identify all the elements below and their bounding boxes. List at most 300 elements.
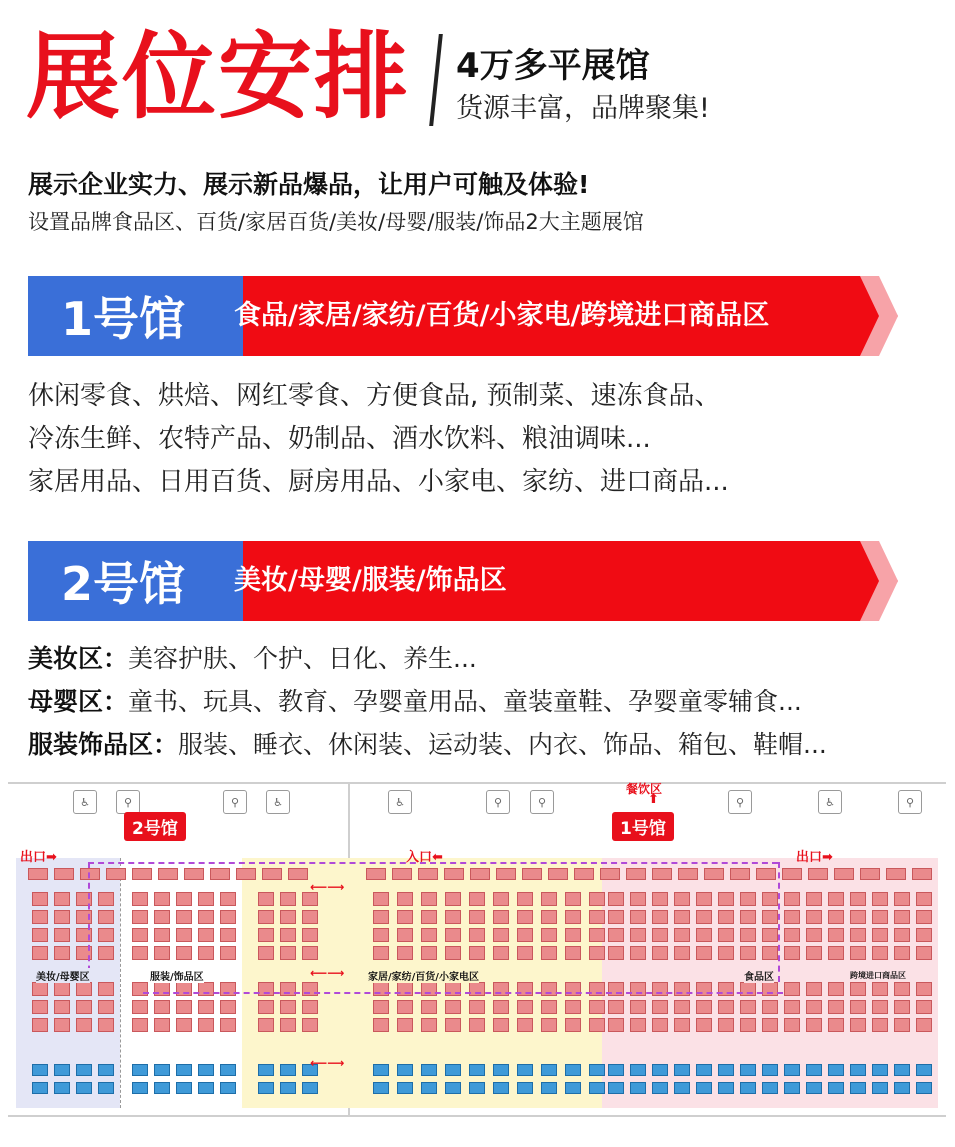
map-booth	[397, 1082, 413, 1094]
map-booth	[600, 868, 620, 880]
map-booth	[872, 1000, 888, 1014]
map-booth	[373, 1082, 389, 1094]
map-booth	[132, 1082, 148, 1094]
map-booth	[565, 1064, 581, 1076]
hall1-line: 休闲零食、烘焙、网红零食、方便食品, 预制菜、速冻食品、	[28, 381, 721, 411]
map-booth	[280, 892, 296, 906]
map-booth	[76, 1064, 92, 1076]
restroom-icon: ⚲	[898, 790, 922, 814]
map-booth	[98, 1018, 114, 1032]
map-booth	[373, 1018, 389, 1032]
map-booth	[630, 892, 646, 906]
map-booth	[718, 928, 734, 942]
visitor-path	[778, 862, 780, 982]
map-booth	[493, 1064, 509, 1076]
map-booth	[176, 910, 192, 924]
map-booth	[850, 946, 866, 960]
map-booth	[98, 946, 114, 960]
zone-label-import: 跨境进口商品区	[850, 971, 906, 980]
map-booth	[496, 868, 516, 880]
restroom-icon: ⚲	[486, 790, 510, 814]
map-booth	[762, 892, 778, 906]
map-booth	[54, 1018, 70, 1032]
map-booth	[872, 892, 888, 906]
map-booth	[850, 892, 866, 906]
map-booth	[589, 1064, 605, 1076]
map-booth	[397, 910, 413, 924]
map-booth	[784, 928, 800, 942]
map-booth	[154, 928, 170, 942]
map-booth	[198, 892, 214, 906]
map-booth	[421, 946, 437, 960]
map-booth	[220, 946, 236, 960]
map-booth	[565, 928, 581, 942]
map-booth	[608, 946, 624, 960]
map-booth	[916, 910, 932, 924]
map-booth	[445, 1064, 461, 1076]
map-booth	[132, 1064, 148, 1076]
map-booth	[132, 910, 148, 924]
map-booth	[54, 928, 70, 942]
map-booth	[28, 868, 48, 880]
hall2-banner	[28, 541, 898, 621]
map-booth	[652, 928, 668, 942]
map-booth	[132, 928, 148, 942]
subtitle-brands: 货源丰富，品牌聚集!	[456, 93, 710, 124]
map-booth	[366, 868, 386, 880]
map-booth	[806, 1000, 822, 1014]
map-booth	[652, 1000, 668, 1014]
map-booth	[784, 1000, 800, 1014]
map-booth	[76, 982, 92, 996]
aisle-arrow-icon: ⟵⟶	[310, 880, 345, 894]
map-booth	[258, 946, 274, 960]
map-booth	[132, 892, 148, 906]
map-booth	[674, 928, 690, 942]
map-booth	[574, 868, 594, 880]
hall2-line-clothing: 服装饰品区：服装、睡衣、休闲装、运动装、内衣、饰品、箱包、鞋帽...	[28, 730, 827, 759]
map-booth	[280, 910, 296, 924]
map-booth	[652, 1082, 668, 1094]
map-booth	[784, 946, 800, 960]
map-booth	[302, 1018, 318, 1032]
map-booth	[806, 1064, 822, 1076]
map-booth	[784, 910, 800, 924]
map-booth	[154, 892, 170, 906]
map-hall1-tag: 1号馆	[612, 812, 674, 841]
map-booth	[445, 946, 461, 960]
map-booth	[608, 1018, 624, 1032]
map-booth	[302, 1000, 318, 1014]
map-booth	[220, 928, 236, 942]
page-title: 展位安排	[26, 22, 411, 132]
hall1-line: 冷冻生鲜、农特产品、奶制品、酒水饮料、粮油调味...	[28, 424, 651, 454]
map-booth	[762, 1064, 778, 1076]
map-booth	[589, 1018, 605, 1032]
map-booth	[808, 868, 828, 880]
map-booth	[626, 868, 646, 880]
map-booth	[806, 892, 822, 906]
header	[0, 0, 955, 150]
map-booth	[397, 946, 413, 960]
map-booth	[718, 1082, 734, 1094]
map-booth	[98, 1064, 114, 1076]
map-booth	[76, 1000, 92, 1014]
hall1-products	[28, 375, 729, 504]
map-booth	[916, 892, 932, 906]
map-booth	[652, 1064, 668, 1076]
map-booth	[872, 910, 888, 924]
map-booth	[373, 892, 389, 906]
map-booth	[469, 910, 485, 924]
map-booth	[258, 1064, 274, 1076]
map-booth	[894, 928, 910, 942]
map-booth	[674, 946, 690, 960]
map-booth	[894, 982, 910, 996]
map-booth	[302, 928, 318, 942]
map-booth	[373, 1000, 389, 1014]
map-booth	[54, 1064, 70, 1076]
map-booth	[872, 1082, 888, 1094]
map-booth	[493, 910, 509, 924]
map-booth	[916, 982, 932, 996]
map-booth	[740, 910, 756, 924]
map-booth	[678, 868, 698, 880]
map-booth	[54, 946, 70, 960]
map-booth	[696, 1064, 712, 1076]
subtitle-area: 4万多平展馆	[456, 46, 650, 86]
map-booth	[886, 868, 906, 880]
map-booth	[784, 1018, 800, 1032]
map-booth	[373, 910, 389, 924]
map-booth	[696, 1018, 712, 1032]
map-booth	[493, 928, 509, 942]
map-booth	[541, 910, 557, 924]
map-booth	[258, 1018, 274, 1032]
map-booth	[806, 910, 822, 924]
map-booth	[421, 892, 437, 906]
map-booth	[541, 928, 557, 942]
map-booth	[762, 946, 778, 960]
map-booth	[158, 868, 178, 880]
map-booth	[132, 946, 148, 960]
map-booth	[493, 892, 509, 906]
restroom-icon: ♿	[266, 790, 290, 814]
map-booth	[916, 1000, 932, 1014]
map-booth	[220, 1064, 236, 1076]
map-booth	[850, 1000, 866, 1014]
map-booth	[154, 946, 170, 960]
map-booth	[421, 910, 437, 924]
visitor-path	[143, 992, 783, 994]
map-booth	[652, 910, 668, 924]
map-booth	[608, 1082, 624, 1094]
map-booth	[674, 1018, 690, 1032]
map-booth	[176, 1064, 192, 1076]
map-booth	[630, 1064, 646, 1076]
map-booth	[469, 1082, 485, 1094]
map-booth	[828, 946, 844, 960]
map-booth	[730, 868, 750, 880]
map-booth	[220, 1018, 236, 1032]
map-booth	[54, 1000, 70, 1014]
map-booth	[850, 1064, 866, 1076]
restroom-icon: ♿	[818, 790, 842, 814]
map-booth	[198, 1000, 214, 1014]
map-booth	[850, 928, 866, 942]
map-booth	[784, 982, 800, 996]
map-booth	[76, 1018, 92, 1032]
map-booth	[674, 892, 690, 906]
hall1-line: 家居用品、日用百货、厨房用品、小家电、家纺、进口商品...	[28, 467, 729, 497]
map-booth	[916, 1018, 932, 1032]
map-booth	[782, 868, 802, 880]
map-booth	[718, 946, 734, 960]
map-booth	[696, 928, 712, 942]
map-booth	[828, 1000, 844, 1014]
map-booth	[740, 1018, 756, 1032]
map-booth	[280, 1018, 296, 1032]
map-booth	[176, 1000, 192, 1014]
map-booth	[860, 868, 880, 880]
map-booth	[872, 1018, 888, 1032]
map-booth	[894, 1082, 910, 1094]
map-booth	[469, 928, 485, 942]
map-booth	[220, 892, 236, 906]
map-booth	[872, 982, 888, 996]
map-booth	[828, 1018, 844, 1032]
map-booth	[894, 1018, 910, 1032]
map-booth	[98, 982, 114, 996]
restroom-icon: ⚲	[530, 790, 554, 814]
map-booth	[696, 892, 712, 906]
map-booth	[784, 892, 800, 906]
map-booth	[608, 1064, 624, 1076]
map-booth	[373, 946, 389, 960]
map-booth	[740, 1082, 756, 1094]
map-booth	[756, 868, 776, 880]
map-booth	[32, 1082, 48, 1094]
map-booth	[828, 892, 844, 906]
map-booth	[302, 892, 318, 906]
map-booth	[565, 910, 581, 924]
map-booth	[421, 1064, 437, 1076]
dining-arrow-icon: ⬆	[648, 792, 659, 807]
map-booth	[258, 1000, 274, 1014]
map-booth	[784, 1082, 800, 1094]
visitor-path	[88, 862, 90, 982]
map-booth	[565, 946, 581, 960]
map-booth	[469, 1018, 485, 1032]
map-booth	[740, 892, 756, 906]
map-booth	[32, 1018, 48, 1032]
map-booth	[704, 868, 724, 880]
dining-sign: 餐饮区	[626, 782, 663, 796]
map-booth	[565, 1000, 581, 1014]
map-booth	[54, 892, 70, 906]
hall1-banner	[28, 276, 898, 356]
map-booth	[106, 868, 126, 880]
map-booth	[280, 1082, 296, 1094]
exit-left-sign: 出口➡	[20, 850, 57, 865]
map-booth	[280, 946, 296, 960]
map-booth	[32, 982, 48, 996]
map-booth	[258, 928, 274, 942]
map-booth	[198, 928, 214, 942]
hall2-badge: 2号馆	[28, 541, 243, 621]
title-divider	[429, 34, 443, 126]
map-booth	[630, 1000, 646, 1014]
map-booth	[806, 946, 822, 960]
zone-label-beauty-baby: 美妆/母婴区	[36, 968, 90, 983]
hall2-line-beauty: 美妆区：美容护肤、个护、日化、养生...	[28, 644, 477, 673]
map-booth	[154, 1064, 170, 1076]
map-booth	[98, 892, 114, 906]
map-booth	[850, 1018, 866, 1032]
map-booth	[397, 1018, 413, 1032]
map-booth	[421, 1082, 437, 1094]
map-booth	[258, 910, 274, 924]
map-booth	[541, 946, 557, 960]
map-booth	[444, 868, 464, 880]
map-booth	[696, 910, 712, 924]
map-booth	[98, 1000, 114, 1014]
map-booth	[397, 1064, 413, 1076]
map-booth	[176, 946, 192, 960]
map-booth	[589, 928, 605, 942]
map-booth	[565, 1018, 581, 1032]
map-booth	[589, 1082, 605, 1094]
map-booth	[397, 928, 413, 942]
map-hall2-tag: 2号馆	[124, 812, 186, 841]
map-booth	[828, 928, 844, 942]
map-booth	[54, 910, 70, 924]
map-booth	[541, 1018, 557, 1032]
map-booth	[98, 1082, 114, 1094]
map-booth	[198, 910, 214, 924]
zone-label-clothing: 服装/饰品区	[150, 968, 204, 983]
map-booth	[154, 1018, 170, 1032]
map-booth	[280, 1000, 296, 1014]
map-booth	[740, 1064, 756, 1076]
map-booth	[608, 910, 624, 924]
map-booth	[517, 1000, 533, 1014]
map-booth	[32, 892, 48, 906]
map-booth	[176, 1082, 192, 1094]
map-booth	[541, 1064, 557, 1076]
restroom-icon: ⚲	[728, 790, 752, 814]
map-booth	[916, 1064, 932, 1076]
map-booth	[806, 1082, 822, 1094]
map-booth	[198, 1082, 214, 1094]
map-booth	[445, 892, 461, 906]
map-booth	[469, 1000, 485, 1014]
map-booth	[258, 892, 274, 906]
map-booth	[262, 868, 282, 880]
map-booth	[565, 1082, 581, 1094]
map-booth	[517, 946, 533, 960]
map-booth	[894, 1000, 910, 1014]
map-booth	[32, 928, 48, 942]
zone-label-home: 家居/家纺/百货/小家电区	[368, 968, 479, 983]
map-booth	[280, 928, 296, 942]
map-booth	[198, 946, 214, 960]
map-booth	[718, 1018, 734, 1032]
map-booth	[176, 1018, 192, 1032]
map-booth	[373, 928, 389, 942]
map-booth	[32, 946, 48, 960]
map-booth	[517, 1018, 533, 1032]
map-booth	[608, 892, 624, 906]
map-booth	[696, 1082, 712, 1094]
map-booth	[32, 1064, 48, 1076]
map-booth	[154, 1000, 170, 1014]
zone-label-food: 食品区	[744, 968, 774, 983]
map-booth	[445, 928, 461, 942]
map-booth	[762, 1082, 778, 1094]
map-booth	[630, 946, 646, 960]
map-booth	[445, 1082, 461, 1094]
map-booth	[54, 982, 70, 996]
map-booth	[850, 910, 866, 924]
map-booth	[493, 946, 509, 960]
map-booth	[493, 1000, 509, 1014]
map-booth	[517, 1064, 533, 1076]
map-booth	[548, 868, 568, 880]
map-booth	[565, 892, 581, 906]
map-booth	[740, 1000, 756, 1014]
map-booth	[517, 928, 533, 942]
map-booth	[98, 928, 114, 942]
map-booth	[220, 1082, 236, 1094]
map-booth	[54, 1082, 70, 1094]
map-booth	[806, 982, 822, 996]
restroom-icon: ⚲	[116, 790, 140, 814]
map-booth	[696, 1000, 712, 1014]
hall2-categories: 美妆/母婴/服装/饰品区	[234, 565, 507, 596]
map-booth	[373, 1064, 389, 1076]
entrance-sign: 入口⬅	[406, 850, 443, 865]
map-booth	[834, 868, 854, 880]
map-booth	[894, 1064, 910, 1076]
map-booth	[894, 946, 910, 960]
map-booth	[132, 1000, 148, 1014]
map-booth	[894, 892, 910, 906]
map-booth	[54, 868, 74, 880]
hall2-products	[28, 637, 827, 766]
map-booth	[469, 1064, 485, 1076]
map-booth	[541, 1000, 557, 1014]
map-booth	[76, 1082, 92, 1094]
restroom-icon: ⚲	[223, 790, 247, 814]
map-booth	[280, 1064, 296, 1076]
map-booth	[421, 1000, 437, 1014]
map-booth	[418, 868, 438, 880]
map-booth	[696, 946, 712, 960]
map-booth	[630, 1018, 646, 1032]
map-booth	[762, 928, 778, 942]
map-booth	[718, 1064, 734, 1076]
map-booth	[740, 946, 756, 960]
map-booth	[894, 910, 910, 924]
map-wall	[8, 782, 946, 784]
map-booth	[850, 982, 866, 996]
map-booth	[210, 868, 230, 880]
map-booth	[589, 1000, 605, 1014]
map-booth	[421, 928, 437, 942]
map-booth	[652, 946, 668, 960]
map-booth	[445, 1018, 461, 1032]
